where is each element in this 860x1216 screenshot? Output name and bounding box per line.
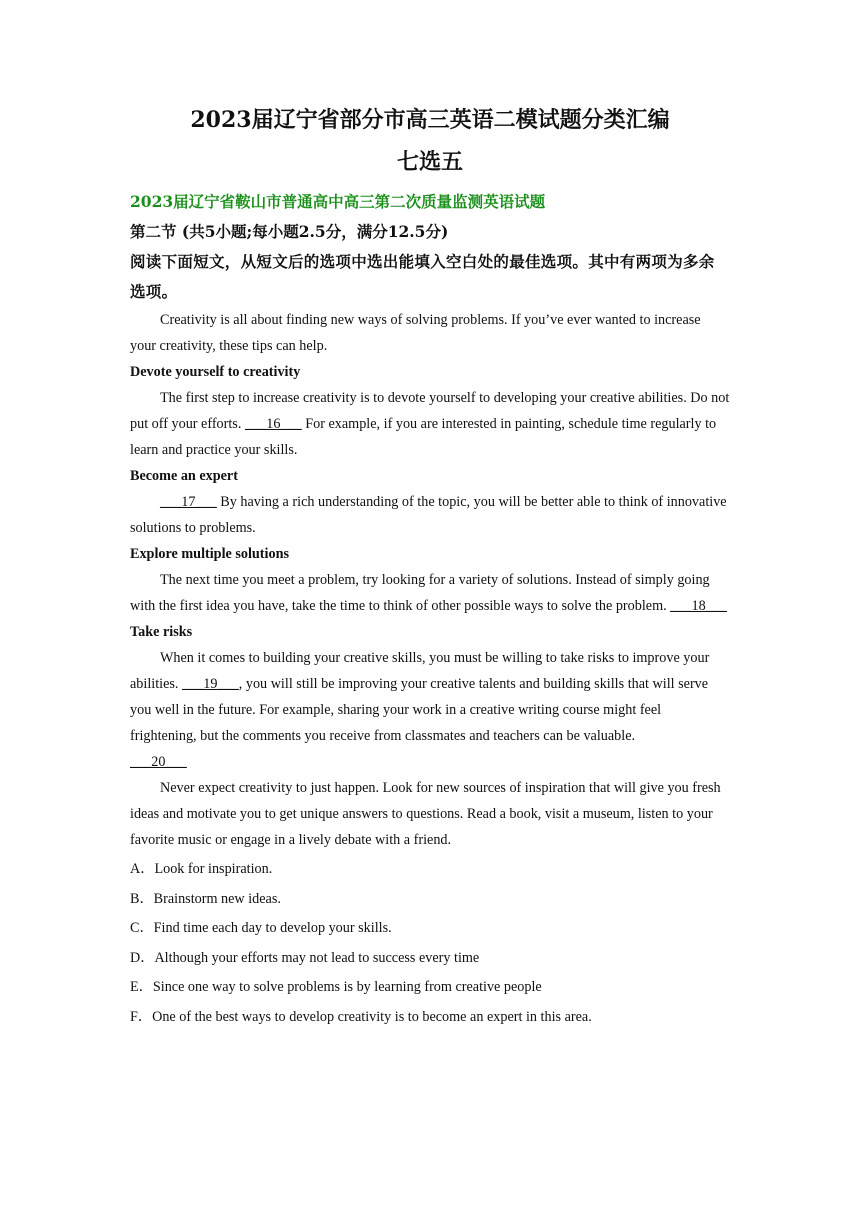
source-title: 2023届辽宁省鞍山市普通高中高三第二次质量监测英语试题 xyxy=(130,192,546,211)
paragraph-explore xyxy=(130,567,730,619)
option-f xyxy=(130,1003,730,1033)
option-letter: A． xyxy=(130,861,155,877)
paragraph-devote xyxy=(130,385,730,463)
option-text: Find time each day to develop your skills. xyxy=(153,920,392,937)
paragraph-text: By having a rich understanding of the topic, you will be better able to think of innovative solutions to problems. xyxy=(130,494,727,536)
option-a xyxy=(130,855,730,885)
option-text: Since one way to solve problems is by learning from creative people xyxy=(152,979,542,996)
paragraph-text: For example, if you are interested in painting, schedule time regularly to learn and practice your skills. xyxy=(130,416,717,458)
option-letter: B． xyxy=(130,890,154,907)
blank-19: ___19___ xyxy=(182,676,239,692)
paragraph-risks xyxy=(130,645,730,749)
option-letter: E． xyxy=(130,979,153,996)
blank-16: ___16___ xyxy=(244,416,302,432)
document-subtitle: 七选五 xyxy=(396,149,463,175)
option-text: Brainstorm new ideas. xyxy=(153,890,281,907)
instruction-text: 阅读下面短文，从短文后的选项中选出能填入空白处的最佳选项。其中有两项为多余选项。 xyxy=(130,252,715,301)
option-text: Although your efforts may not lead to success every time xyxy=(154,949,480,966)
paragraph-text: The first step to increase creativity is to devote yourself to developing your creative abilities. Do not put off your efforts. xyxy=(130,390,730,432)
option-text: Look for inspiration. xyxy=(154,861,273,877)
paragraph-text: , you will still be improving your creative talents and building skills that will serve you well in the future. For example, sharing your work in a creative writing course might feel frightening, but the comments you receive from classmates and teachers can be valuable. xyxy=(130,676,709,744)
document-content xyxy=(130,103,730,1033)
option-e xyxy=(130,973,730,1003)
heading-explore: Explore multiple solutions xyxy=(130,546,289,562)
option-d xyxy=(130,944,730,974)
heading-blank-20 xyxy=(130,749,730,775)
paragraph-inspiration: Never expect creativity to just happen. Look for new sources of inspiration that will give you fresh ideas and motivate you to get unique answers to questions. Read a book, visit a museum, listen to your favorite music or engage in a lively debate with a friend. xyxy=(130,780,721,848)
blank-17: ___17___ xyxy=(160,494,217,510)
options-list xyxy=(130,855,730,1033)
heading-risks: Take risks xyxy=(130,624,193,640)
option-letter: F． xyxy=(130,1008,153,1025)
option-letter: D． xyxy=(130,949,155,966)
option-c xyxy=(130,914,730,944)
paragraph-text: When it comes to building your creative skills, you must be willing to take risks to improve your abilities. xyxy=(130,650,710,692)
blank-20: ___20___ xyxy=(130,754,187,770)
option-text: One of the best ways to develop creativity is to become an expert in this area. xyxy=(152,1008,592,1025)
document-title: 2023届辽宁省部分市高三英语二模试题分类汇编 xyxy=(190,107,670,133)
paragraph-expert xyxy=(130,489,730,541)
heading-devote: Devote yourself to creativity xyxy=(130,364,301,380)
passage-intro: Creativity is all about finding new ways of solving problems. If you’ve ever wanted to increase your creativity, these tips can help. xyxy=(130,312,701,354)
blank-18: ___18___ xyxy=(670,598,727,614)
option-letter: C． xyxy=(130,920,154,937)
heading-expert: Become an expert xyxy=(130,468,238,484)
option-b xyxy=(130,885,730,915)
section-header: 第二节 (共5小题;每小题2.5分，满分12.5分) xyxy=(130,222,449,241)
paragraph-text: The next time you meet a problem, try looking for a variety of solutions. Instead of simply going with the first idea you have, take the time to think of other possible ways to solve the problem. xyxy=(130,572,710,614)
passage xyxy=(130,307,730,853)
